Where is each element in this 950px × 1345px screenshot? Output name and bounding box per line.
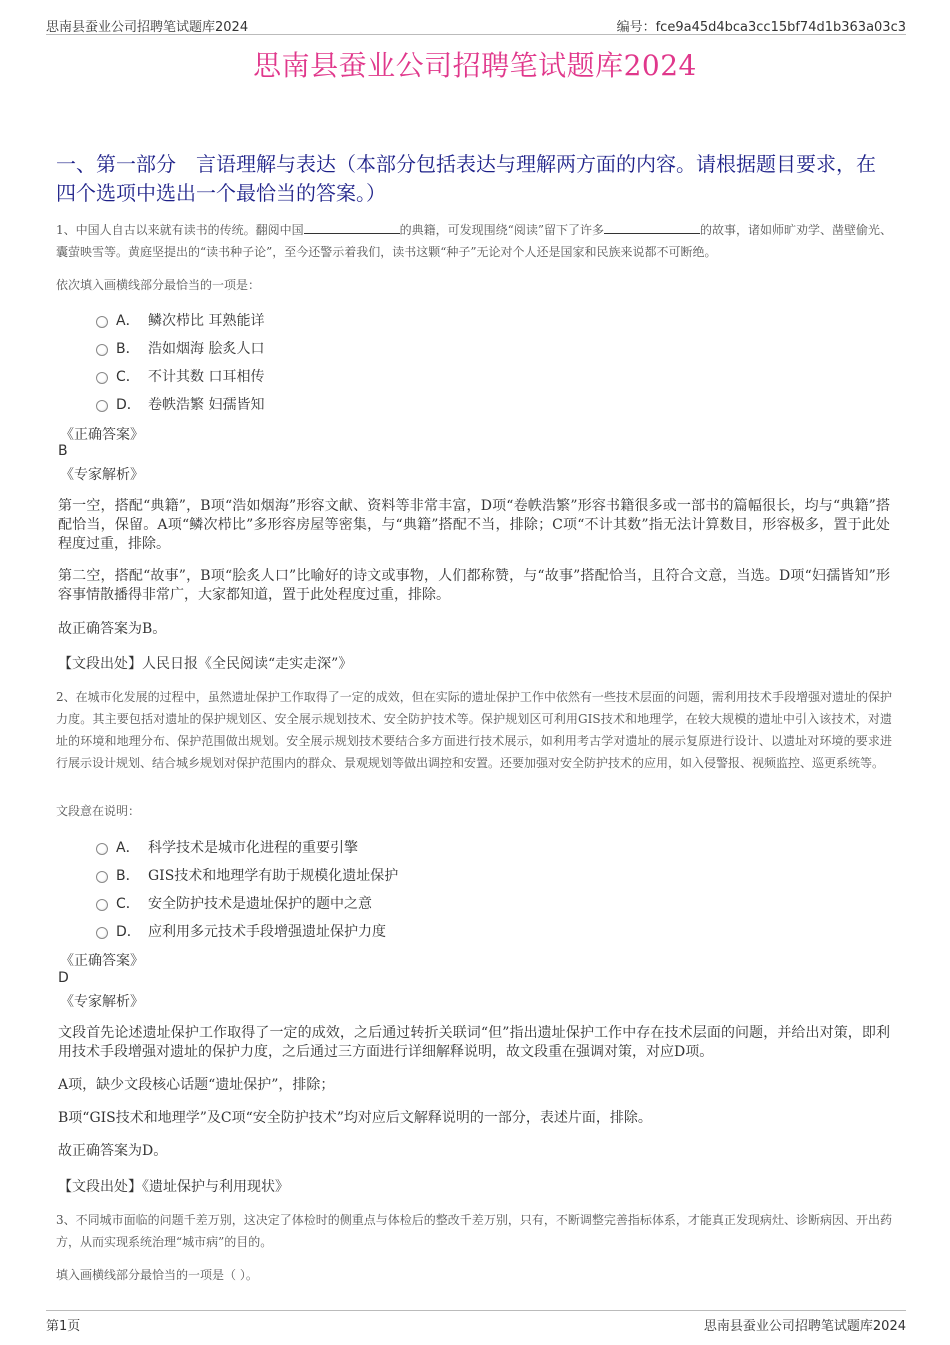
q2-option-c[interactable]: C． 安全防护技术是遗址保护的题中之意	[96, 893, 372, 913]
q2-analysis-label: 《专家解析》	[60, 994, 144, 1010]
radio-icon[interactable]	[96, 372, 108, 384]
q1-blank-2	[604, 222, 700, 234]
q1-option-b[interactable]: B． 浩如烟海 脍炙人口	[96, 338, 264, 358]
radio-icon[interactable]	[96, 316, 108, 328]
q2-stem: 2、在城市化发展的过程中，虽然遗址保护工作取得了一定的成效，但在实际的遗址保护工作中依然有一些技术层面的问题，需利用技术手段增强对遗址的保护力度。其主要包括对遗址的保护规划区、安全展示规划技术、安全防护技术等。保护规划区可利用GIS技术和地理学，在较大规模的遗址中引入该技术，对遗址的环境和地理分布、保护范围做出规划。安全展示规划技术要结合多方面进行技术展示，如利用考古学对遗址的展示复原进行设计、以遗址对环境的要求进行展示设计规划、结合城乡规划对保护范围内的群众、景观规划等做出调控和安置。还要加强对安全防护技术的应用，如入侵警报、视频监控、巡更系统等。	[56, 690, 892, 770]
q2-ask: 文段意在说明：	[56, 804, 141, 818]
q2-analysis-1: 文段首先论述遗址保护工作取得了一定的成效，之后通过转折关联词“但”指出遗址保护工作中存在技术层面的问题，并给出对策，即利用技术手段增强对遗址的保护力度，之后通过三方面进行详细解释说明，故文段重在强调对策，对应D项。	[58, 1025, 890, 1060]
q1-answer-label: 《正确答案》	[60, 427, 144, 443]
page-title: 思南县蚕业公司招聘笔试题库2024	[253, 49, 697, 82]
q1-analysis-label: 《专家解析》	[60, 467, 144, 483]
section-heading: 一、第一部分 言语理解与表达（本部分包括表达与理解两方面的内容。请根据题目要求，在四个选项中选出一个最恰当的答案。）	[56, 152, 876, 205]
q2-option-a[interactable]: A． 科学技术是城市化进程的重要引擎	[96, 837, 358, 857]
q1-analysis-2: 第二空，搭配“故事”，B项“脍炙人口”比喻好的诗文或事物，人们都称赞，与“故事”搭配恰当，且符合文意，当选。D项“妇孺皆知”形容事情散播得非常广，大家都知道，置于此处程度过重，排除。	[58, 568, 890, 603]
q2-option-d[interactable]: D． 应利用多元技术手段增强遗址保护力度	[96, 921, 386, 941]
q1-option-a[interactable]: A． 鳞次栉比 耳熟能详	[96, 310, 264, 330]
header-doc-id: 编号：fce9a45d4bca3cc15bf74d1b363a03c3	[616, 20, 906, 35]
header-doc-title: 思南县蚕业公司招聘笔试题库2024	[46, 20, 249, 35]
q2-source: 【文段出处】《遗址保护与利用现状》	[58, 1179, 289, 1195]
q2-option-b[interactable]: B． GIS技术和地理学有助于规模化遗址保护	[96, 865, 398, 885]
q3-ask: 填入画横线部分最恰当的一项是（ ）。	[56, 1268, 258, 1282]
radio-icon[interactable]	[96, 871, 108, 883]
q1-option-d[interactable]: D． 卷帙浩繁 妇孺皆知	[96, 394, 264, 414]
q1-source: 【文段出处】人民日报《全民阅读“走实走深”》	[58, 656, 353, 672]
q1-blank-1	[304, 222, 400, 234]
q2-answer: D	[58, 970, 69, 986]
q1-option-c[interactable]: C． 不计其数 口耳相传	[96, 366, 264, 386]
q1-analysis-1: 第一空，搭配“典籍”，B项“浩如烟海”形容文献、资料等非常丰富，D项“卷帙浩繁”形容书籍很多或一部书的篇幅很长，均与“典籍”搭配恰当，保留。A项“鳞次栉比”多形容房屋等密集，与“典籍”搭配不当，排除；C项“不计其数”指无法计算数目，形容极多，置于此处程度过重，排除。	[58, 498, 890, 552]
radio-icon[interactable]	[96, 927, 108, 939]
radio-icon[interactable]	[96, 843, 108, 855]
q2-analysis-4: 故正确答案为D。	[58, 1143, 168, 1159]
q1-analysis-3: 故正确答案为B。	[58, 621, 167, 637]
radio-icon[interactable]	[96, 400, 108, 412]
q2-analysis-3: B项“GIS技术和地理学”及C项“安全防护技术”均对应后文解释说明的一部分，表述片面，排除。	[58, 1110, 652, 1126]
page-footer	[46, 1310, 906, 1334]
q2-answer-label: 《正确答案》	[60, 953, 144, 969]
radio-icon[interactable]	[96, 899, 108, 911]
q3-stem: 3、不同城市面临的问题千差万别，这决定了体检时的侧重点与体检后的整改千差万别，只有，不断调整完善指标体系，才能真正发现病灶、诊断病因、开出药方，从而实现系统治理“城市病”的目的。	[56, 1213, 892, 1249]
q2-analysis-2: A项，缺少文段核心话题“遗址保护”，排除；	[58, 1077, 335, 1093]
page-header	[46, 14, 906, 35]
q1-stem: 1、中国人自古以来就有读书的传统。翻阅中国 的典籍，可发现围绕“阅读”留下了许多 的故事，诸如师旷劝学、凿壁偷光、囊萤映雪等。黄庭坚提出的“读书种子论”，至今还警示着我们，读书这颗“种子”无论对个人还是国家和民族来说都不可断绝。	[56, 223, 892, 259]
q1-ask: 依次填入画横线部分最恰当的一项是：	[56, 278, 261, 292]
radio-icon[interactable]	[96, 344, 108, 356]
footer-doc-title: 思南县蚕业公司招聘笔试题库2024	[703, 1319, 906, 1334]
page-number: 第1页	[46, 1319, 81, 1334]
q1-answer: B	[58, 443, 68, 459]
